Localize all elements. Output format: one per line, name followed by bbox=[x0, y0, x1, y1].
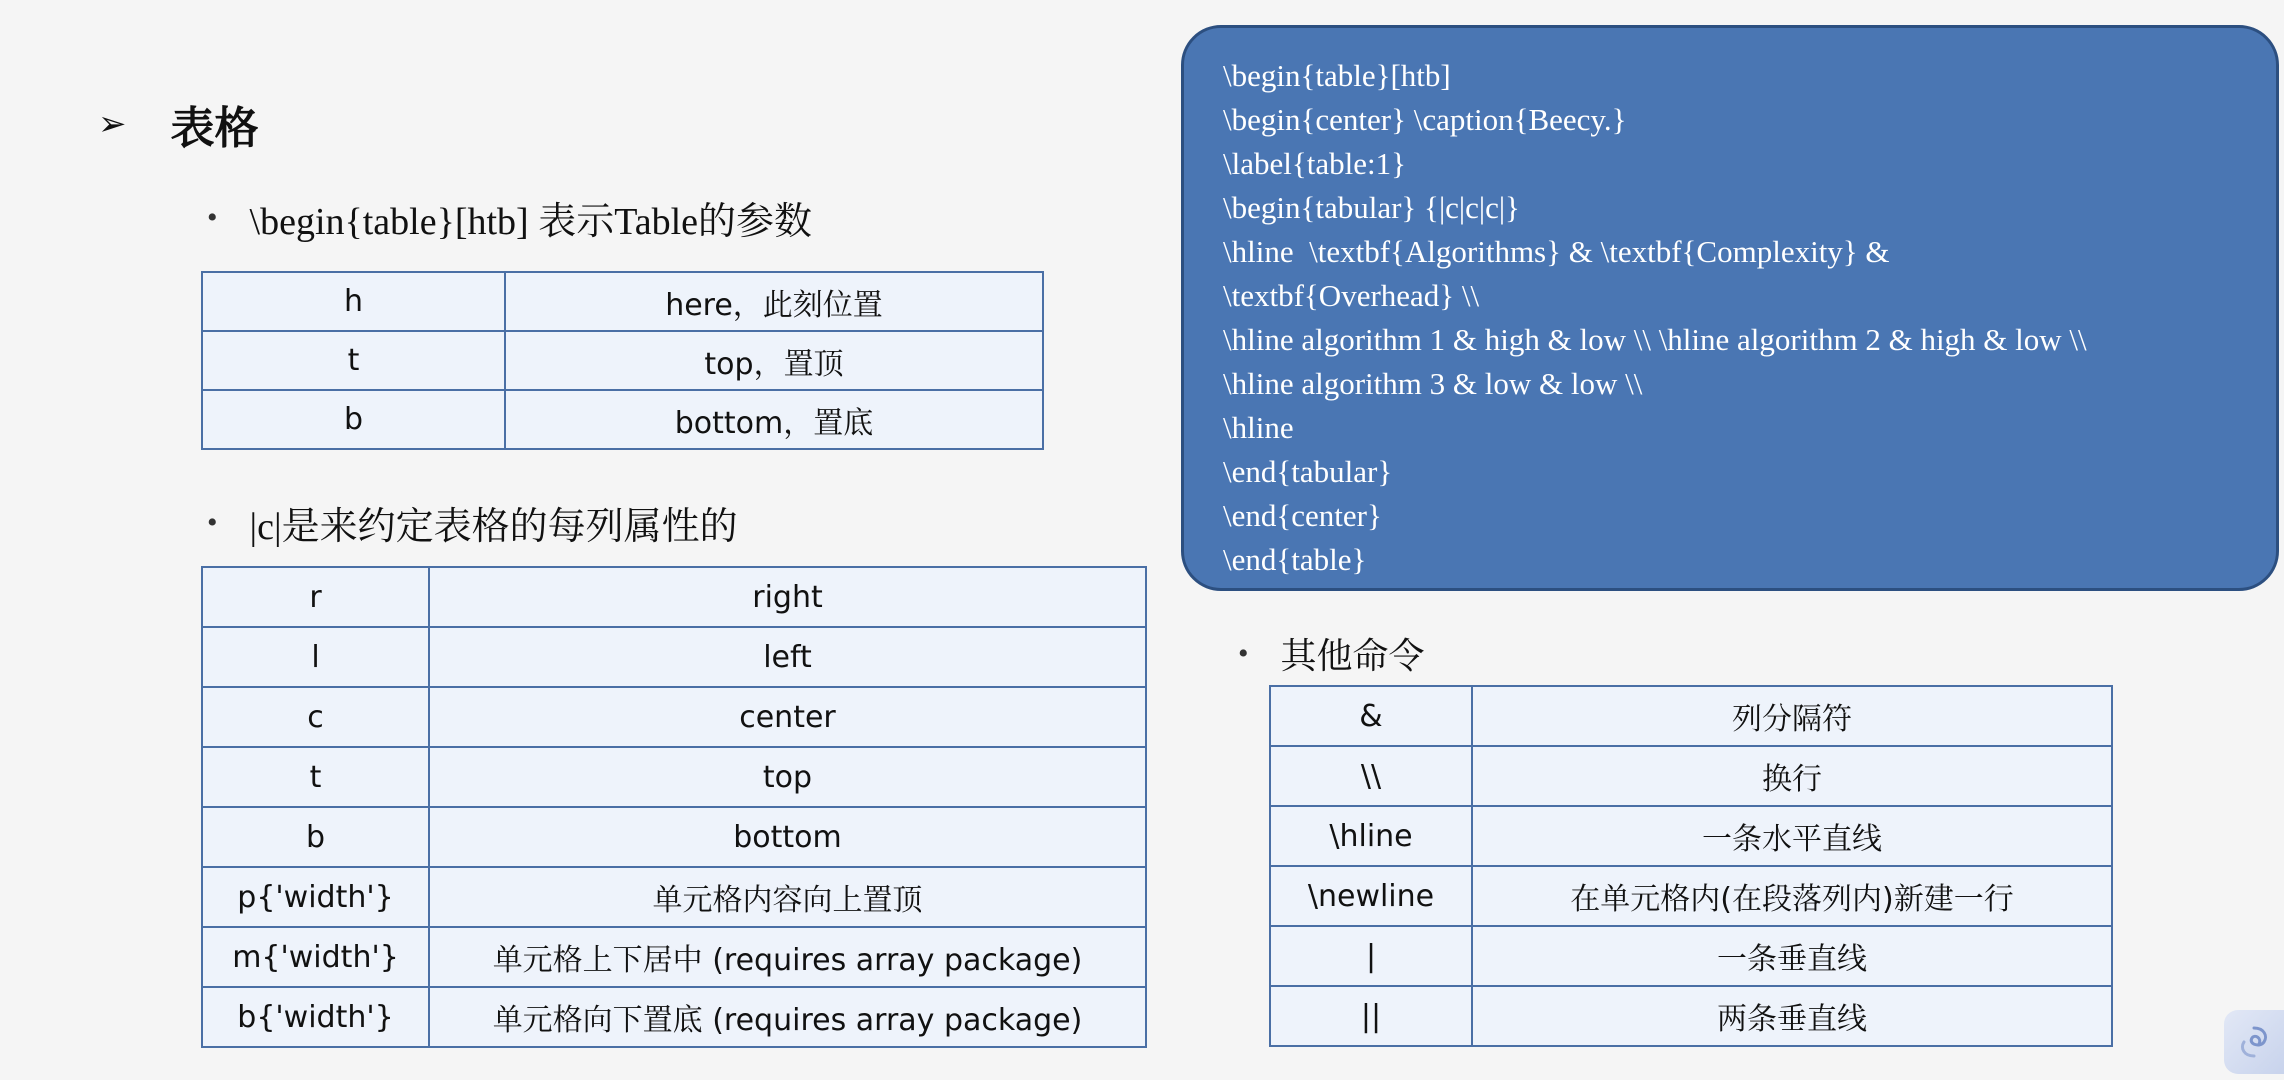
cell-description: 单元格向下置底 (requires array package) bbox=[429, 987, 1146, 1047]
command-row bbox=[1270, 806, 2112, 866]
slide-title: 表格 bbox=[170, 103, 259, 154]
cell-key: \\ bbox=[1270, 746, 1472, 806]
code-line: \end{table} bbox=[1223, 542, 1367, 577]
code-line: \hline algorithm 1 & high & low \\ \hline algorithm 2 & high & low \\ bbox=[1223, 322, 2087, 357]
column-row bbox=[202, 927, 1146, 987]
cell-key: || bbox=[1270, 986, 1472, 1046]
placement-row bbox=[202, 272, 1043, 331]
cell-key: b bbox=[202, 807, 429, 867]
cell-key: \hline bbox=[1270, 806, 1472, 866]
cell-key: t bbox=[202, 747, 429, 807]
command-row bbox=[1270, 926, 2112, 986]
cell-description: 在单元格内(在段落列内)新建一行 bbox=[1472, 866, 2112, 926]
column-row bbox=[202, 747, 1146, 807]
bullet-text: \begin{table}[htb] 表示Table的参数 bbox=[249, 201, 813, 243]
column-row bbox=[202, 867, 1146, 927]
slide-heading bbox=[98, 92, 259, 156]
swirl-logo-icon[interactable] bbox=[2224, 1010, 2284, 1074]
command-row bbox=[1270, 686, 2112, 746]
column-row bbox=[202, 567, 1146, 627]
bullet-other-commands bbox=[1238, 628, 1425, 679]
cell-description: 一条水平直线 bbox=[1472, 806, 2112, 866]
cell-description: here，此刻位置 bbox=[505, 272, 1043, 331]
code-line: \begin{tabular} {|c|c|c|} bbox=[1223, 190, 1520, 225]
code-line: \hline bbox=[1223, 410, 1294, 445]
cell-key: m{'width'} bbox=[202, 927, 429, 987]
code-line: \hline algorithm 3 & low & low \\ bbox=[1223, 366, 1643, 401]
placement-row bbox=[202, 331, 1043, 390]
cell-key: b{'width'} bbox=[202, 987, 429, 1047]
command-row bbox=[1270, 866, 2112, 926]
cell-key: | bbox=[1270, 926, 1472, 986]
bullet-dot-icon: • bbox=[1238, 636, 1249, 670]
cell-description: bottom，置底 bbox=[505, 390, 1043, 449]
code-line: \textbf{Overhead} \\ bbox=[1223, 278, 1480, 313]
code-line: \label{table:1} bbox=[1223, 146, 1406, 181]
cell-description: 单元格内容向上置顶 bbox=[429, 867, 1146, 927]
bullet-column-props bbox=[207, 495, 738, 550]
code-line: \end{center} bbox=[1223, 498, 1382, 533]
cell-key: h bbox=[202, 272, 505, 331]
cell-key: & bbox=[1270, 686, 1472, 746]
other-commands-table bbox=[1269, 685, 2113, 1047]
bullet-dot-icon: • bbox=[207, 200, 218, 234]
command-row bbox=[1270, 746, 2112, 806]
cell-description: bottom bbox=[429, 807, 1146, 867]
code-line: \begin{table}[htb] bbox=[1223, 58, 1451, 93]
cell-description: 列分隔符 bbox=[1472, 686, 2112, 746]
placement-table bbox=[201, 271, 1044, 450]
cell-description: 单元格上下居中 (requires array package) bbox=[429, 927, 1146, 987]
cell-description: 两条垂直线 bbox=[1472, 986, 2112, 1046]
arrow-bullet-icon: ➢ bbox=[98, 105, 127, 143]
cell-key: p{'width'} bbox=[202, 867, 429, 927]
column-properties-table bbox=[201, 566, 1147, 1048]
code-line: \end{tabular} bbox=[1223, 454, 1393, 489]
column-row bbox=[202, 627, 1146, 687]
cell-key: t bbox=[202, 331, 505, 390]
column-row bbox=[202, 687, 1146, 747]
cell-key: b bbox=[202, 390, 505, 449]
bullet-dot-icon: • bbox=[207, 505, 218, 539]
bullet-text: 其他命令 bbox=[1280, 636, 1425, 677]
cell-description: top bbox=[429, 747, 1146, 807]
cell-key: c bbox=[202, 687, 429, 747]
code-line: \hline \textbf{Algorithms} & \textbf{Complexity} & bbox=[1223, 234, 1890, 269]
code-line: \begin{center} \caption{Beecy.} bbox=[1223, 102, 1627, 137]
bullet-table-params bbox=[207, 190, 812, 245]
cell-description: right bbox=[429, 567, 1146, 627]
cell-description: 换行 bbox=[1472, 746, 2112, 806]
cell-description: left bbox=[429, 627, 1146, 687]
cell-description: center bbox=[429, 687, 1146, 747]
cell-key: \newline bbox=[1270, 866, 1472, 926]
command-row bbox=[1270, 986, 2112, 1046]
placement-row bbox=[202, 390, 1043, 449]
cell-description: top，置顶 bbox=[505, 331, 1043, 390]
bullet-text: |c|是来约定表格的每列属性的 bbox=[249, 506, 738, 548]
cell-description: 一条垂直线 bbox=[1472, 926, 2112, 986]
column-row bbox=[202, 987, 1146, 1047]
column-row bbox=[202, 807, 1146, 867]
latex-code-box bbox=[1181, 25, 2279, 591]
cell-key: r bbox=[202, 567, 429, 627]
cell-key: l bbox=[202, 627, 429, 687]
